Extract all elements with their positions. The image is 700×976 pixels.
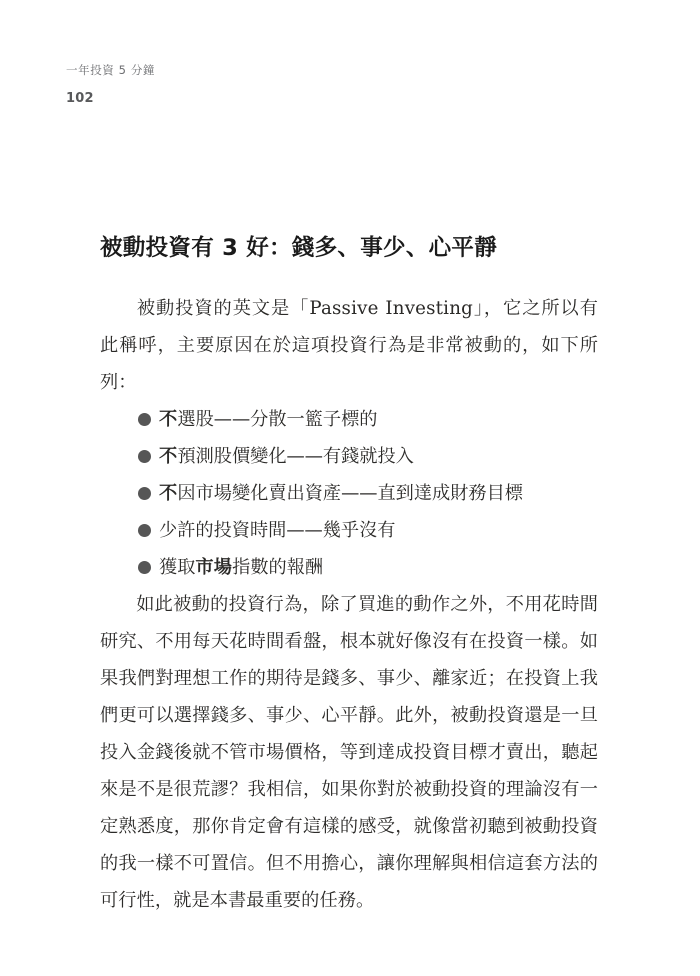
- list-item: [100, 438, 598, 475]
- list-item-text: [138, 438, 414, 475]
- intro-part2: 」，它之所以有此稱呼，主要原因在於這項投資行為是非常被動的，如下所列：: [100, 298, 598, 393]
- list-item-emphasis: 市場: [195, 557, 233, 578]
- list-item-rest: 指數的報酬: [232, 557, 324, 578]
- list-item-rest: 少許的投資時間——幾乎沒有: [159, 520, 396, 541]
- list-item-text: [138, 549, 323, 586]
- bullet-dot-icon: [138, 413, 151, 426]
- closing-paragraph-text: 如此被動的投資行為，除了買進的動作之外，不用花時間研究、不用每天花時間看盤，根本就好像沒有在投資一樣。如果我們對理想工作的期待是錢多、事少、離家近；在投資上我們更可以選擇錢多、事少、心平靜。此外，被動投資還是一旦投入金錢後就不管市場價格，等到達成投資目標才賣出，聽起來是不是很荒謬？我相信，如果你對於被動投資的理論沒有一定熟悉度，那你肯定會有這樣的感受，就像當初聽到被動投資的我一樣不可置信。但不用擔心，讓你理解與相信這套方法的可行性，就是本書最重要的任務。: [100, 594, 598, 911]
- passive-investing-traits-list: [100, 401, 598, 586]
- list-item-rest: 因市場變化賣出資產——直到達成財務目標: [177, 483, 523, 504]
- list-item-text: [138, 475, 523, 512]
- list-item-rest: 預測股價變化——有錢就投入: [177, 446, 414, 467]
- list-item: [100, 512, 598, 549]
- body-column: [100, 290, 598, 919]
- list-item-text: [138, 512, 395, 549]
- bullet-dot-icon: [138, 487, 151, 500]
- list-item-rest: 選股——分散一籃子標的: [177, 409, 378, 430]
- bullet-dot-icon: [138, 561, 151, 574]
- intro-paragraph: [100, 290, 598, 401]
- bullet-dot-icon: [138, 524, 151, 537]
- running-head: [66, 62, 466, 107]
- list-item-emphasis: 不: [159, 483, 178, 504]
- list-item-emphasis: 不: [159, 409, 178, 430]
- list-item-prefix: 獲取: [159, 557, 196, 578]
- list-item: [100, 401, 598, 438]
- list-item: [100, 475, 598, 512]
- intro-term-passive-investing: Passive Investing: [309, 298, 473, 319]
- closing-paragraph: [100, 586, 598, 919]
- intro-part1: 被動投資的英文是「: [136, 298, 310, 319]
- list-item: [100, 549, 598, 586]
- running-head-title: 一年投資 5 分鐘: [66, 63, 156, 77]
- list-item-emphasis: 不: [159, 446, 178, 467]
- list-item-text: [138, 401, 377, 438]
- page-number: 102: [66, 91, 94, 106]
- section-heading: 被動投資有 3 好：錢多、事少、心平靜: [100, 235, 498, 262]
- bullet-dot-icon: [138, 450, 151, 463]
